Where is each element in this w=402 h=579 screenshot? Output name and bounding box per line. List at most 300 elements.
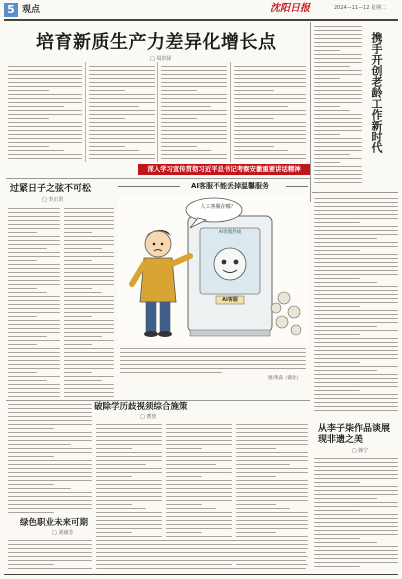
text-line: [64, 216, 114, 217]
text-line: [314, 42, 362, 43]
masthead-logo: 沈阳日报: [270, 3, 310, 14]
text-line: [161, 110, 227, 111]
text-line: [314, 378, 398, 379]
text-line: [314, 362, 360, 363]
text-line: [314, 470, 398, 471]
text-line: [314, 502, 398, 503]
section-name: 观点: [22, 5, 41, 15]
text-line: [64, 364, 114, 365]
text-line: [8, 138, 82, 139]
text-line: [234, 106, 288, 107]
bottom-center-byline: □ 曹放: [140, 414, 157, 420]
text-line: [314, 54, 362, 55]
text-line: [314, 382, 398, 383]
text-line: [314, 218, 398, 219]
text-line: [8, 158, 82, 159]
text-line: [314, 482, 360, 483]
lead-headline: 培育新质生产力差异化增长点: [36, 32, 277, 53]
text-line: [8, 564, 54, 565]
text-line: [166, 452, 232, 453]
text-line: [96, 436, 162, 437]
text-line: [314, 478, 398, 479]
text-line: [314, 538, 360, 539]
text-line: [314, 226, 398, 227]
text-line: [166, 456, 232, 457]
text-line: [314, 110, 350, 111]
text-line: [314, 566, 360, 567]
text-line: [314, 106, 340, 107]
text-line: [8, 142, 82, 143]
text-line: [314, 182, 362, 183]
text-line: [314, 158, 362, 159]
text-line: [8, 66, 82, 67]
text-line: [96, 492, 162, 493]
text-line: [64, 280, 114, 281]
text-line: [8, 98, 82, 99]
text-line: [8, 548, 92, 549]
text-line: [8, 82, 82, 83]
text-line: [8, 476, 92, 477]
text-line: [8, 74, 82, 75]
text-line: [8, 552, 92, 553]
text-line: [314, 474, 398, 475]
text-line: [166, 472, 232, 473]
text-line: [161, 130, 227, 131]
text-line: [236, 444, 308, 445]
text-line: [64, 356, 114, 357]
text-line: [89, 130, 155, 131]
text-line: [64, 268, 114, 269]
text-line: [8, 508, 92, 509]
cartoon-title: AI客服不能丢掉温馨服务: [190, 182, 270, 190]
text-line: [236, 516, 308, 517]
text-line: [8, 396, 60, 397]
text-line: [8, 348, 60, 349]
text-line: [64, 352, 114, 353]
text-line: [314, 90, 362, 91]
cartoon-illustration: [118, 194, 308, 344]
text-line: [8, 460, 92, 461]
text-line: [314, 142, 362, 143]
text-line: [8, 568, 92, 569]
text-line: [166, 516, 232, 517]
text-line: [314, 102, 362, 103]
text-line: [314, 486, 398, 487]
text-line: [89, 78, 155, 79]
text-line: [89, 106, 139, 107]
text-line: [314, 134, 340, 135]
text-line: [8, 212, 60, 213]
text-line: [234, 90, 274, 91]
text-line: [96, 564, 212, 565]
text-line: [314, 546, 398, 547]
cartoon-speech-text: 人工客服在哪？: [200, 204, 236, 210]
text-line: [89, 126, 155, 127]
text-line: [236, 472, 308, 473]
text-line: [8, 224, 60, 225]
text-line: [8, 280, 60, 281]
text-line: [314, 206, 398, 207]
text-line: [314, 210, 398, 211]
text-line: [314, 214, 398, 215]
text-line: [161, 82, 227, 83]
text-line: [8, 284, 60, 285]
text-line: [166, 444, 232, 445]
title-rule-right: [286, 186, 308, 187]
text-line: [8, 130, 82, 131]
text-line: [314, 506, 398, 507]
text-line: [8, 544, 92, 545]
left-article-title: 过紧日子之弦不可松: [10, 184, 92, 194]
text-line: [89, 154, 155, 155]
text-line: [8, 336, 47, 337]
robot-face: [214, 248, 246, 280]
text-line: [8, 208, 60, 209]
text-line: [96, 468, 162, 469]
text-line: [96, 456, 162, 457]
text-line: [8, 344, 37, 345]
text-line: [314, 270, 398, 271]
text-line: [166, 424, 232, 425]
text-line: [8, 268, 60, 269]
text-line: [120, 368, 306, 369]
text-line: [8, 380, 47, 381]
text-line: [161, 98, 227, 99]
text-line: [89, 102, 155, 103]
text-line: [234, 110, 306, 111]
text-line: [8, 320, 60, 321]
text-line: [314, 118, 362, 119]
text-line: [314, 286, 398, 287]
text-line: [314, 290, 398, 291]
text-line: [64, 392, 114, 393]
text-line: [64, 288, 92, 289]
text-line: [8, 360, 60, 361]
page-number-badge: 5: [4, 3, 18, 17]
text-line: [64, 344, 92, 345]
text-line: [236, 492, 308, 493]
text-line: [314, 554, 398, 555]
text-line: [314, 518, 398, 519]
text-line: [64, 260, 92, 261]
text-line: [8, 448, 92, 449]
text-line: [236, 508, 290, 509]
issue-date: 2024—11—12 星期二: [334, 5, 387, 11]
text-line: [161, 78, 227, 79]
text-line: [96, 428, 162, 429]
text-line: [236, 528, 308, 529]
text-line: [96, 568, 306, 569]
text-line: [64, 360, 114, 361]
text-line: [96, 528, 162, 529]
text-line: [314, 558, 398, 559]
text-line: [96, 452, 162, 453]
header-rule: [4, 19, 398, 21]
text-line: [89, 150, 139, 151]
text-line: [8, 424, 92, 425]
text-line: [161, 138, 227, 139]
text-line: [236, 500, 308, 501]
text-line: [8, 86, 82, 87]
text-line: [161, 70, 227, 71]
text-line: [234, 70, 306, 71]
text-line: [314, 34, 362, 35]
text-line: [236, 532, 276, 533]
text-line: [314, 314, 398, 315]
text-line: [314, 514, 398, 515]
col-rule: [85, 62, 86, 162]
text-line: [64, 256, 114, 257]
right-rule: [312, 192, 398, 193]
text-line: [314, 542, 377, 543]
text-line: [166, 508, 216, 509]
text-line: [8, 432, 92, 433]
cartoon-title-bar: [118, 180, 308, 192]
text-line: [64, 240, 114, 241]
text-line: [314, 58, 362, 59]
text-line: [120, 364, 306, 365]
text-line: [8, 376, 60, 377]
text-line: [8, 332, 60, 333]
text-line: [161, 66, 227, 67]
text-line: [64, 396, 114, 397]
text-line: [96, 464, 146, 465]
text-line: [96, 532, 132, 533]
text-line: [8, 556, 92, 557]
text-line: [96, 520, 162, 521]
text-line: [314, 258, 398, 259]
text-line: [314, 526, 398, 527]
text-line: [8, 512, 54, 513]
text-line: [89, 74, 155, 75]
text-line: [161, 150, 211, 151]
text-line: [314, 346, 398, 347]
text-line: [314, 358, 398, 359]
text-line: [8, 272, 60, 273]
text-line: [8, 472, 92, 473]
text-line: [96, 496, 162, 497]
text-line: [120, 352, 306, 353]
text-line: [8, 452, 92, 453]
text-line: [314, 146, 362, 147]
text-line: [8, 480, 92, 481]
text-line: [166, 468, 232, 469]
text-line: [314, 406, 398, 407]
text-line: [64, 284, 114, 285]
text-line: [8, 106, 64, 107]
text-line: [8, 352, 60, 353]
col-rule: [230, 62, 231, 162]
text-line: [64, 292, 102, 293]
text-line: [8, 228, 60, 229]
text-line: [96, 512, 162, 513]
text-line: [314, 254, 398, 255]
text-line: [314, 174, 362, 175]
text-line: [234, 150, 288, 151]
text-line: [314, 350, 398, 351]
text-line: [8, 126, 82, 127]
bottom-left-title: 绿色职业未来可期: [20, 518, 89, 528]
text-line: [96, 544, 306, 545]
text-line: [96, 480, 162, 481]
text-line: [166, 500, 232, 501]
text-line: [8, 240, 60, 241]
text-line: [8, 288, 37, 289]
text-line: [314, 562, 398, 563]
text-line: [8, 492, 92, 493]
text-line: [64, 244, 114, 245]
text-line: [314, 498, 377, 499]
text-line: [236, 424, 308, 425]
text-line: [236, 448, 276, 449]
text-line: [96, 476, 132, 477]
text-line: [234, 98, 306, 99]
text-line: [8, 456, 54, 457]
text-line: [166, 460, 232, 461]
text-line: [234, 126, 306, 127]
text-line: [8, 316, 37, 317]
text-line: [120, 360, 306, 361]
text-line: [234, 82, 306, 83]
text-line: [314, 330, 398, 331]
text-line: [234, 146, 274, 147]
text-line: [8, 444, 71, 445]
bottom-center-title: 破除学历歧视须综合施策: [94, 402, 188, 412]
text-line: [314, 202, 398, 203]
text-line: [64, 384, 114, 385]
text-line: [234, 142, 306, 143]
text-line: [166, 428, 232, 429]
text-line: [314, 150, 362, 151]
text-line: [314, 338, 398, 339]
text-line: [234, 122, 306, 123]
text-line: [8, 304, 60, 305]
right-article-title: 携手开创老龄工作新时代: [370, 32, 383, 153]
text-line: [314, 130, 362, 131]
text-line: [64, 248, 102, 249]
text-line: [8, 464, 92, 465]
text-line: [64, 372, 92, 373]
text-line: [64, 336, 102, 337]
text-line: [161, 122, 227, 123]
col-rule: [310, 22, 311, 202]
text-line: [161, 126, 227, 127]
text-line: [8, 372, 37, 373]
text-line: [166, 432, 232, 433]
text-line: [314, 298, 398, 299]
text-line: [236, 496, 308, 497]
text-line: [120, 348, 306, 349]
text-line: [236, 428, 308, 429]
text-line: [314, 74, 362, 75]
text-line: [8, 356, 60, 357]
text-line: [8, 260, 37, 261]
text-line: [96, 500, 162, 501]
text-line: [166, 528, 232, 529]
text-line: [166, 480, 232, 481]
text-line: [314, 230, 398, 231]
text-line: [64, 236, 114, 237]
text-line: [120, 356, 306, 357]
text-line: [234, 78, 306, 79]
text-line: [236, 524, 308, 525]
text-line: [314, 38, 362, 39]
text-line: [8, 488, 71, 489]
text-line: [236, 512, 308, 513]
text-line: [96, 448, 132, 449]
cartoon-credit: 图/黄淼（湖北）: [268, 376, 302, 381]
text-line: [314, 242, 398, 243]
text-line: [96, 432, 162, 433]
text-line: [8, 94, 82, 95]
text-line: [8, 300, 60, 301]
text-line: [234, 130, 306, 131]
text-line: [166, 496, 232, 497]
text-line: [236, 464, 290, 465]
text-line: [89, 158, 155, 159]
text-line: [166, 512, 232, 513]
text-line: [234, 94, 306, 95]
section-rule: [6, 178, 310, 179]
text-line: [8, 340, 60, 341]
text-line: [89, 110, 155, 111]
text-line: [8, 328, 60, 329]
text-line: [8, 440, 92, 441]
text-line: [234, 66, 306, 67]
text-line: [314, 510, 360, 511]
text-line: [8, 216, 60, 217]
text-line: [314, 46, 362, 47]
text-line: [314, 162, 340, 163]
text-line: [314, 390, 360, 391]
text-line: [314, 462, 398, 463]
section-rule: [6, 400, 310, 401]
text-line: [64, 304, 114, 305]
text-line: [314, 306, 360, 307]
text-line: [166, 488, 232, 489]
text-line: [8, 146, 49, 147]
text-line: [314, 490, 398, 491]
text-line: [314, 98, 362, 99]
text-line: [64, 320, 114, 321]
text-line: [314, 266, 398, 267]
text-line: [161, 74, 227, 75]
text-line: [89, 114, 155, 115]
text-line: [314, 410, 398, 411]
text-line: [314, 250, 360, 251]
text-line: [8, 312, 60, 313]
text-line: [166, 476, 202, 477]
text-line: [96, 444, 162, 445]
text-line: [64, 308, 114, 309]
text-line: [96, 548, 306, 549]
text-line: [314, 334, 360, 335]
text-line: [166, 436, 232, 437]
text-line: [161, 114, 227, 115]
text-line: [8, 468, 92, 469]
text-line: [314, 238, 377, 239]
text-line: [64, 340, 114, 341]
text-line: [8, 134, 82, 135]
text-line: [8, 110, 82, 111]
text-line: [234, 118, 274, 119]
text-line: [236, 488, 308, 489]
text-line: [89, 122, 155, 123]
title-rule-left: [118, 186, 180, 187]
text-line: [96, 556, 306, 557]
text-line: [166, 484, 232, 485]
text-line: [314, 94, 362, 95]
